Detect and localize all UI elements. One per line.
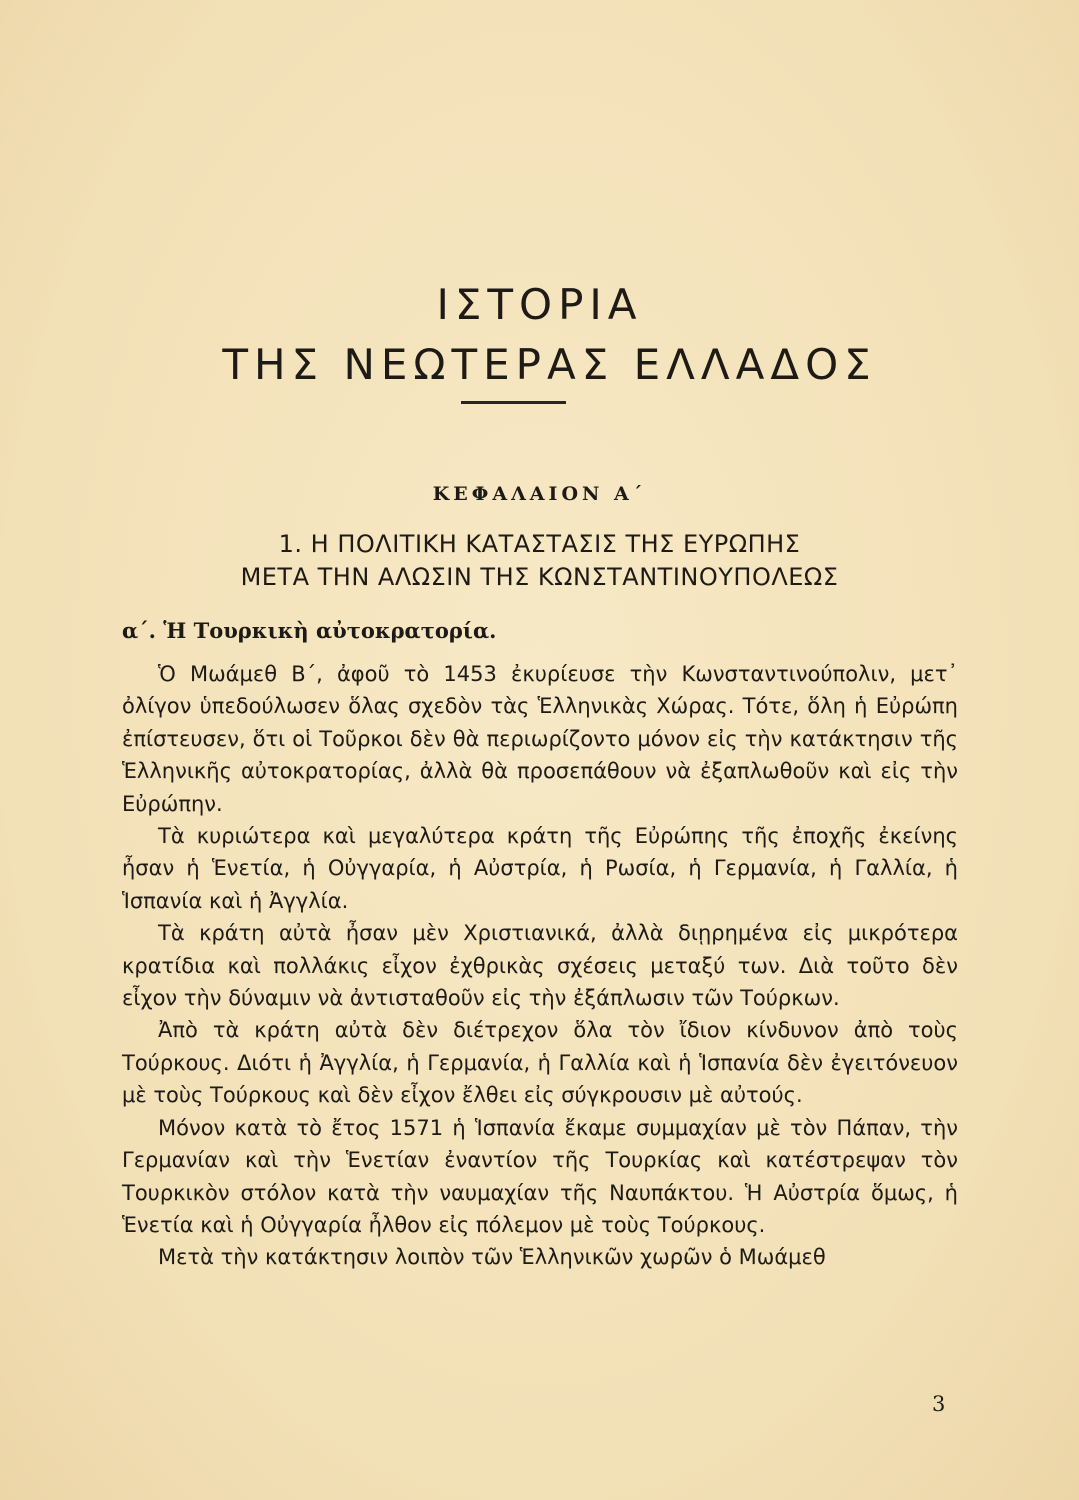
title-divider [461,401,566,404]
paragraph: Μετὰ τὴν κατάκτησιν λοιπὸν τῶν Ἑλληνικῶν χωρῶν ὁ Μωάμεθ [158,1245,826,1270]
paragraph: Τὰ κράτη αὐτὰ ἦσαν μὲν Χριστιανικά, ἀλλὰ διῃρημένα εἰς μικρότερα κρατίδια καὶ πολλάκις εἶχον ἐχθρικὰς σχέσεις μεταξύ των. Διὰ τοῦτο δὲν εἶχον τὴν δύναμιν νὰ ἀντισταθοῦν εἰς τὴν ἐξάπλωσιν τῶν Τούρκων. [122,921,958,1011]
paragraph: Ὁ Μωάμεθ Β΄, ἀφοῦ τὸ 1453 ἐκυρίευσε τὴν Κωνσταντινούπολιν, μετ᾽ ὀλίγον ὑπεδούλωσεν ὅλας σχεδὸν τὰς Ἑλληνικὰς Χώρας. Τότε, ὅλη ἡ Εὐρώπη ἐπίστευσεν, ὅτι οἱ Τοῦρκοι δὲν θὰ περιωρίζοντο μόνον εἰς τὴν κατάκτησιν τῆς Ἑλληνικῆς αὐτοκρατορίας, ἀλλὰ θὰ προσεπάθουν νὰ ἐξαπλωθοῦν καὶ εἰς τὴν Εὐρώπην. [122,662,958,816]
section-title [0,528,1079,594]
paragraph: Ἀπὸ τὰ κράτη αὐτὰ δὲν διέτρεχον ὅλα τὸν ἴδιον κίνδυνον ἀπὸ τοὺς Τούρκους. Διότι ἡ Ἀγγλία, ἡ Γερμανία, ἡ Γαλλία καὶ ἡ Ἱσπανία δὲν ἐγειτόνευον μὲ τοὺς Τούρκους καὶ δὲν εἶχον ἔλθει εἰς σύγκρουσιν μὲ αὐτούς. [122,1018,958,1108]
paragraph: Μόνον κατὰ τὸ ἔτος 1571 ἡ Ἱσπανία ἔκαμε συμμαχίαν μὲ τὸν Πάπαν, τὴν Γερμανίαν καὶ τὴν Ἑνετίαν ἐναντίον τῆς Τουρκίας καὶ κατέστρεψαν τὸν Τουρκικὸν στόλον κατὰ τὴν ναυμαχίαν τῆς Ναυπάκτου. Ἡ Αὐστρία ὅμως, ἡ Ἑνετία καὶ ἡ Οὐγγαρία ἦλθον εἰς πόλεμον μὲ τοὺς Τούρκους. [122,1115,958,1237]
section-title-line-1: 1. Η ΠΟΛΙΤΙΚΗ ΚΑΤΑΣΤΑΣΙΣ ΤΗΣ ΕΥΡΩΠΗΣ [278,530,801,558]
book-title-line-1: ΙΣΤΟΡΙΑ [436,280,643,329]
book-title-line-2: ΤΗΣ ΝΕΩΤΕΡΑΣ ΕΛΛΑΔΟΣ [222,340,877,389]
paragraph: Τὰ κυριώτερα καὶ μεγαλύτερα κράτη τῆς Εὐρώπης τῆς ἐποχῆς ἐκείνης ἦσαν ἡ Ἑνετία, ἡ Οὐγγαρία, ἡ Αὐστρία, ἡ Ρωσία, ἡ Γερμανία, ἡ Γαλλία, ἡ Ἱσπανία καὶ ἡ Ἀγγλία. [122,824,958,913]
chapter-heading: ΚΕΦΑΛΑΙΟΝ Α΄ [432,483,647,505]
body-text [122,658,958,1274]
subsection-heading: α΄. Ἡ Τουρκικὴ αὐτοκρατορία. [122,618,497,643]
page-number: 3 [932,1392,946,1416]
section-title-line-2: ΜΕΤΑ ΤΗΝ ΑΛΩΣΙΝ ΤΗΣ ΚΩΝΣΤΑΝΤΙΝΟΥΠΟΛΕΩΣ [240,563,839,591]
